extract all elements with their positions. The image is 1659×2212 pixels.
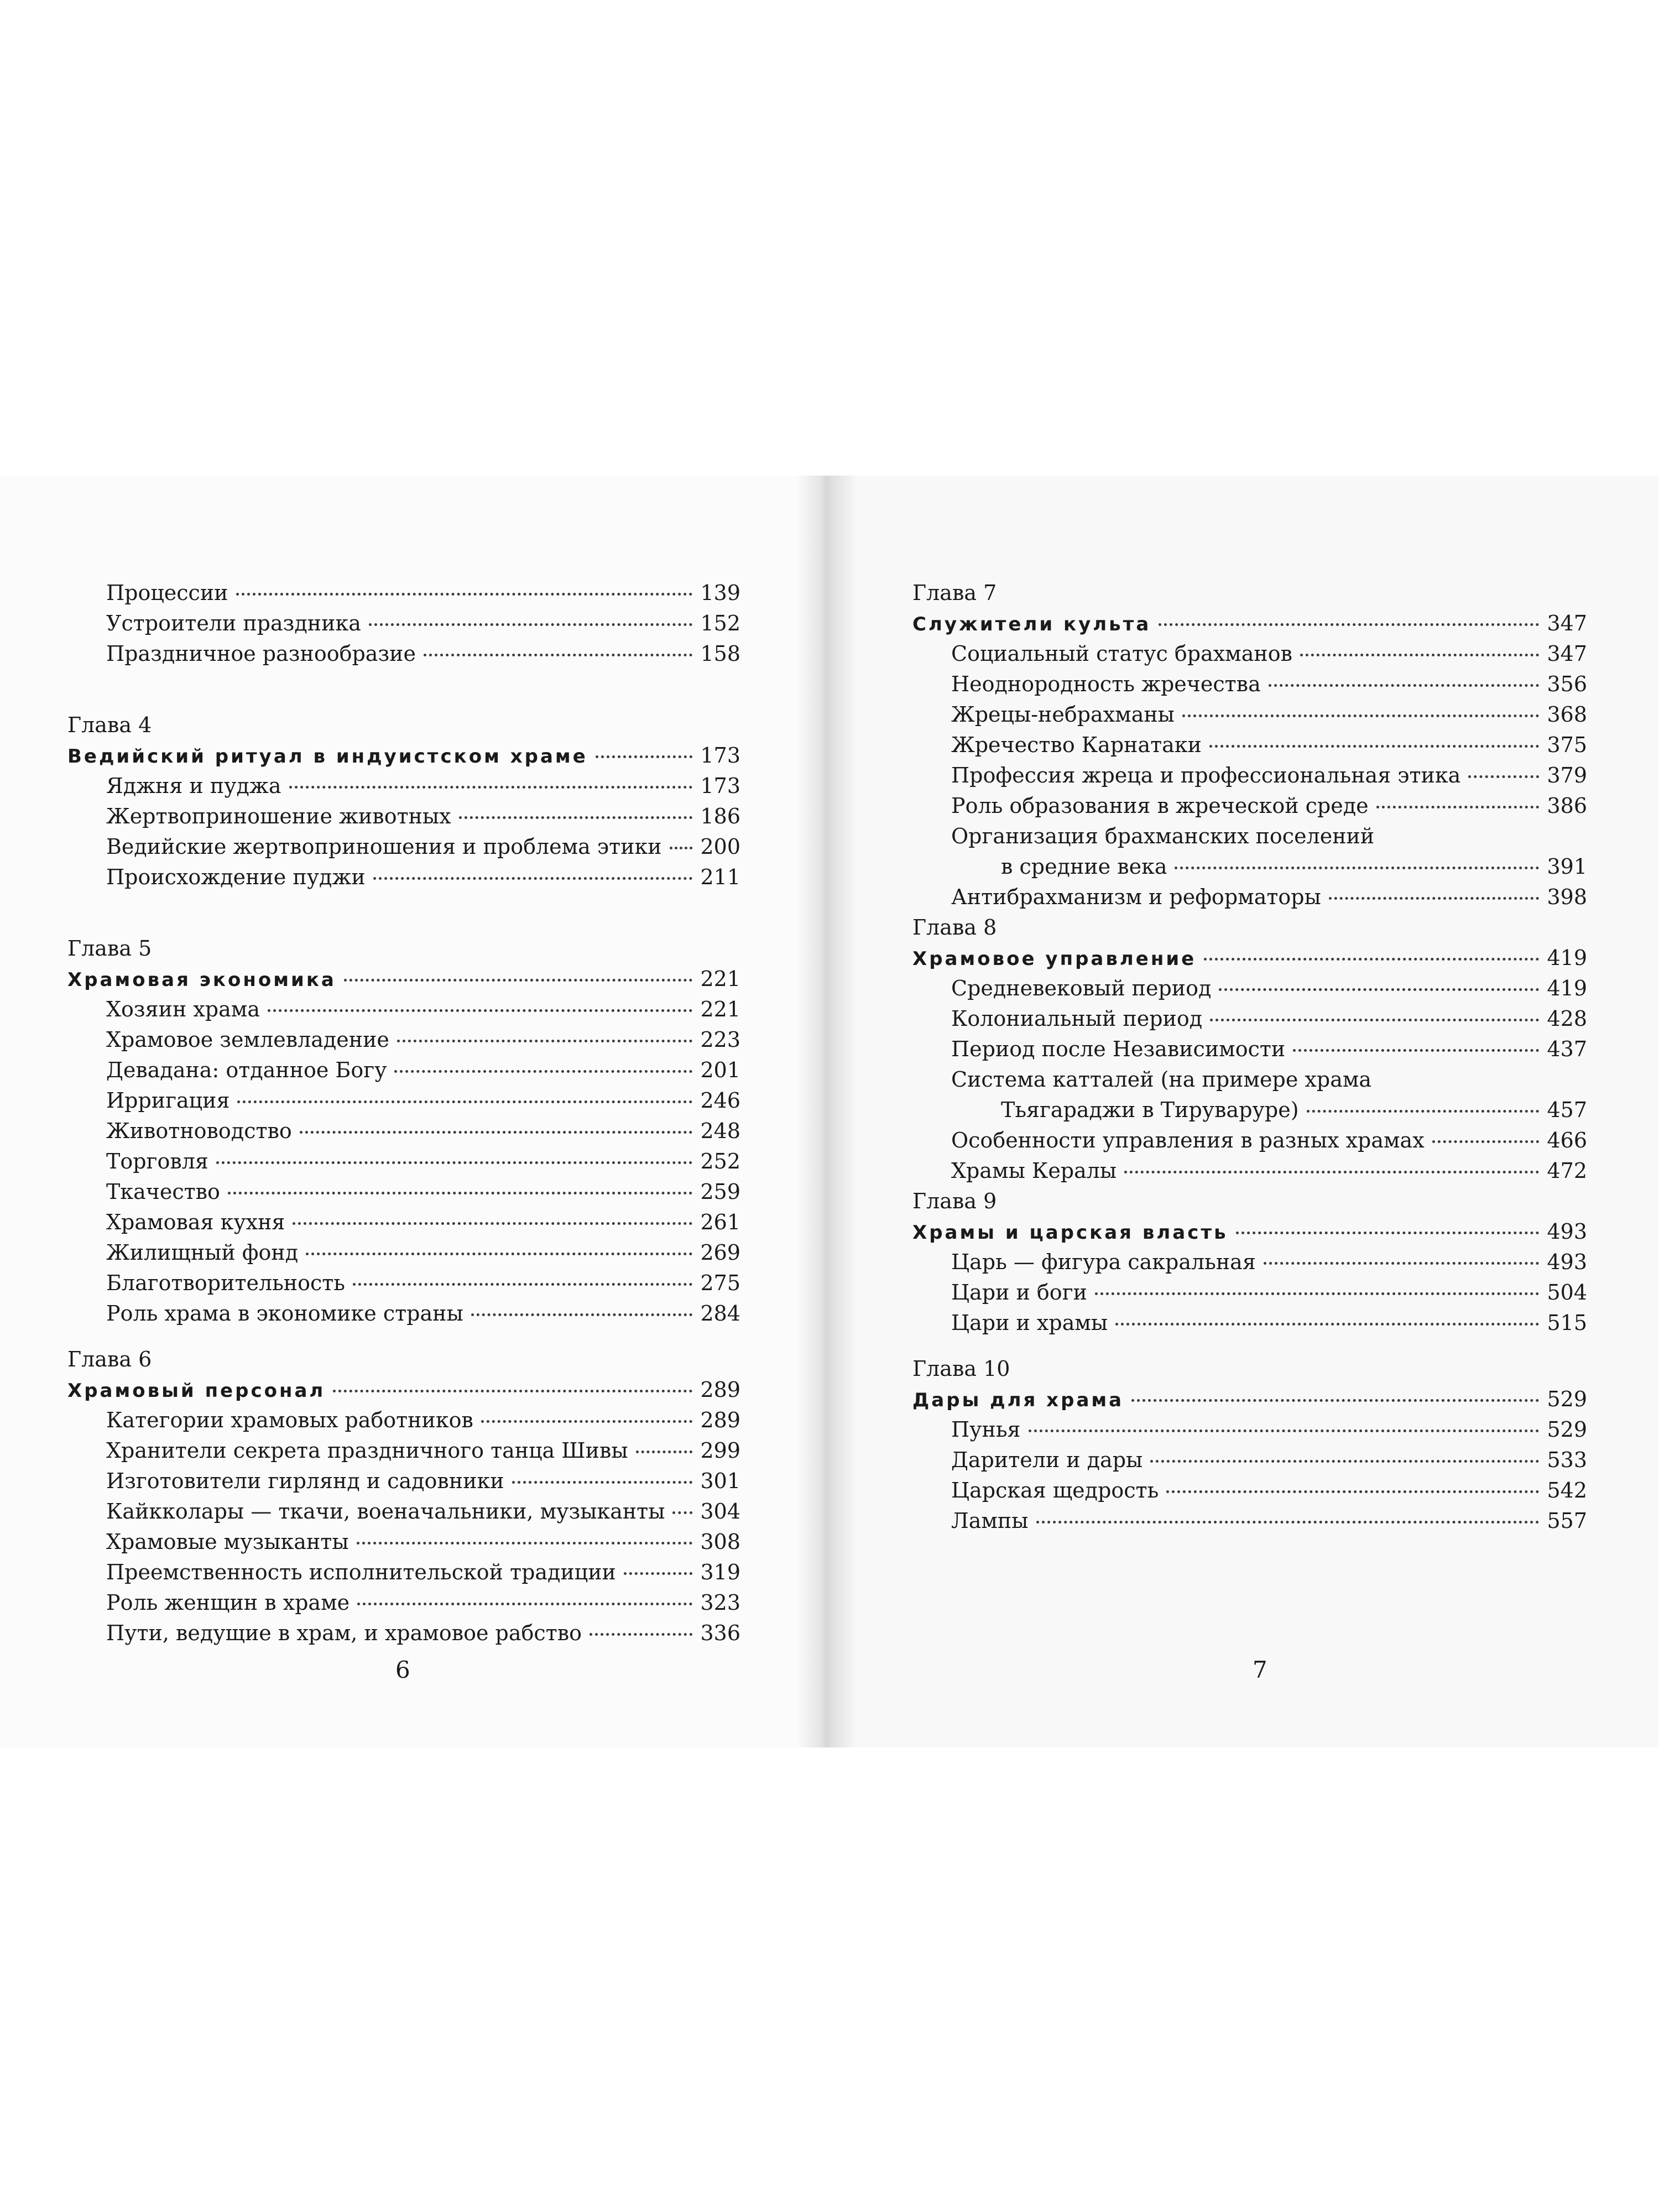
toc-entry <box>912 1475 1587 1506</box>
entry-title: Жертвоприношение животных <box>106 804 451 828</box>
entry-title: Животноводство <box>106 1119 292 1143</box>
toc-entry <box>67 1527 740 1557</box>
entry-page: 201 <box>700 1058 740 1082</box>
entry-title: Праздничное разнообразие <box>106 641 416 666</box>
toc-entry <box>67 1025 740 1055</box>
entry-title: Храмовые музыканты <box>106 1530 349 1554</box>
entry-page: 200 <box>700 834 740 859</box>
toc-entry <box>67 1146 740 1177</box>
toc-entry <box>67 1086 740 1116</box>
chapter-title-row <box>67 1375 740 1405</box>
toc-entry <box>67 1588 740 1618</box>
entry-page: 308 <box>700 1530 740 1554</box>
entry-title: Яджня и пуджа <box>106 774 281 798</box>
entry-title: Храмы Кералы <box>951 1159 1117 1183</box>
entry-page: 493 <box>1547 1219 1587 1244</box>
toc-entry-line1 <box>912 821 1587 852</box>
entry-title: Преемственность исполнительской традиции <box>106 1560 616 1584</box>
entry-title: Процессии <box>106 581 228 605</box>
entry-title: Особенности управления в разных храмах <box>951 1128 1425 1152</box>
toc-entry-line1 <box>912 1065 1587 1095</box>
chapter-title: Ведийский ритуал в индуистском храме <box>67 745 588 768</box>
entry-page: 284 <box>700 1301 740 1326</box>
entry-page: 386 <box>1547 794 1587 818</box>
entry-page: 493 <box>1547 1250 1587 1274</box>
entry-page: 379 <box>1547 763 1587 787</box>
toc-entry <box>912 1277 1587 1308</box>
toc-entry-line2 <box>912 1095 1587 1125</box>
toc-entry <box>67 1055 740 1086</box>
page-number: 6 <box>395 1656 410 1683</box>
chapter-title-row <box>912 1384 1587 1415</box>
entry-page: 289 <box>700 1378 740 1402</box>
toc-entry <box>67 1298 740 1329</box>
entry-title: Жречество Карнатаки <box>951 733 1202 757</box>
toc-entry <box>912 700 1587 730</box>
entry-page: 419 <box>1547 976 1587 1000</box>
chapter-title-row <box>67 964 740 994</box>
entry-page: 269 <box>700 1240 740 1265</box>
entry-title: Жрецы-небрахманы <box>951 702 1175 727</box>
toc-entry <box>912 1506 1587 1536</box>
entry-title: Изготовители гирлянд и садовники <box>106 1469 504 1493</box>
entry-page: 211 <box>700 865 740 889</box>
entry-title: Девадана: отданное Богу <box>106 1058 387 1082</box>
entry-title: Колониальный период <box>951 1006 1203 1031</box>
toc-entry <box>912 791 1587 821</box>
entry-page: 437 <box>1547 1037 1587 1061</box>
entry-page: 472 <box>1547 1159 1587 1183</box>
toc-entry <box>67 608 740 639</box>
entry-page: 457 <box>1547 1098 1587 1122</box>
book-gutter <box>796 476 857 1747</box>
entry-page: 542 <box>1547 1478 1587 1503</box>
chapter-title: Дары для храма <box>912 1389 1124 1411</box>
entry-page: 356 <box>1547 672 1587 696</box>
chapter-title-row <box>912 943 1587 973</box>
entry-page: 347 <box>1547 611 1587 635</box>
entry-page: 275 <box>700 1271 740 1295</box>
toc-entry <box>912 639 1587 669</box>
chapter-title: Храмовая экономика <box>67 969 336 991</box>
entry-page: 246 <box>700 1088 740 1113</box>
entry-page: 261 <box>700 1210 740 1234</box>
toc-entry <box>912 1247 1587 1277</box>
toc-entry <box>912 973 1587 1004</box>
toc-entry <box>912 669 1587 700</box>
toc-entry <box>912 1125 1587 1156</box>
entry-page: 398 <box>1547 885 1587 909</box>
entry-page: 557 <box>1547 1509 1587 1533</box>
entry-title: Ткачество <box>106 1180 220 1204</box>
entry-title: Устроители праздника <box>106 611 361 635</box>
chapter-title-row <box>912 608 1587 639</box>
entry-page: 139 <box>700 581 740 605</box>
entry-title: Ирригация <box>106 1088 230 1113</box>
entry-page: 299 <box>700 1438 740 1463</box>
entry-title: Средневековый период <box>951 976 1212 1000</box>
entry-page: 391 <box>1547 854 1587 879</box>
toc-entry <box>67 1618 740 1648</box>
entry-title: Категории храмовых работников <box>106 1408 473 1432</box>
entry-title: Профессия жреца и профессиональная этика <box>951 763 1461 787</box>
toc-entry <box>912 760 1587 791</box>
toc-entry <box>67 1177 740 1207</box>
entry-title: Социальный статус брахманов <box>951 641 1292 666</box>
toc-entry <box>67 1466 740 1496</box>
entry-title: Хозяин храма <box>106 997 260 1021</box>
entry-page: 319 <box>700 1560 740 1584</box>
entry-page: 186 <box>700 804 740 828</box>
entry-title: Система катталей (на примере храма <box>951 1067 1372 1092</box>
entry-page: 221 <box>700 997 740 1021</box>
entry-page: 347 <box>1547 641 1587 666</box>
entry-page: 336 <box>700 1621 740 1645</box>
entry-page: 515 <box>1547 1311 1587 1335</box>
entry-title: Цари и храмы <box>951 1311 1108 1335</box>
entry-title: Роль женщин в храме <box>106 1590 350 1615</box>
chapter-label: Глава 7 <box>912 581 997 605</box>
chapter-title: Служители культа <box>912 613 1151 635</box>
entry-title: Жилищный фонд <box>106 1240 299 1265</box>
toc-entry <box>912 1034 1587 1065</box>
entry-title: Кайкколары — ткачи, военачальники, музыканты <box>106 1499 665 1524</box>
entry-page: 259 <box>700 1180 740 1204</box>
entry-page: 466 <box>1547 1128 1587 1152</box>
chapter-label: Глава 8 <box>912 915 997 940</box>
chapter-title-row <box>912 1217 1587 1247</box>
entry-title: Дарители и дары <box>951 1448 1143 1472</box>
toc-entry <box>67 1557 740 1588</box>
toc-entry <box>912 1308 1587 1338</box>
chapter-label: Глава 9 <box>912 1189 997 1213</box>
entry-page: 419 <box>1547 946 1587 970</box>
entry-title: Пунья <box>951 1417 1021 1442</box>
entry-title: Ведийские жертвоприношения и проблема этики <box>106 834 662 859</box>
entry-page: 368 <box>1547 702 1587 727</box>
toc-entry <box>67 771 740 801</box>
chapter-label: Глава 6 <box>67 1347 152 1371</box>
toc-entry <box>67 801 740 832</box>
entry-title: Организация брахманских поселений <box>951 824 1375 848</box>
toc-entry <box>912 730 1587 760</box>
entry-title: Период после Независимости <box>951 1037 1286 1061</box>
entry-title: Хранители секрета праздничного танца Шивы <box>106 1438 628 1463</box>
chapter-title: Храмовое управление <box>912 948 1197 970</box>
entry-page: 223 <box>700 1027 740 1052</box>
entry-title: Царь — фигура сакральная <box>951 1250 1256 1274</box>
entry-title: Антибрахманизм и реформаторы <box>951 885 1321 909</box>
entry-title: Неоднородность жречества <box>951 672 1261 696</box>
entry-page: 533 <box>1547 1448 1587 1472</box>
entry-title: Роль образования в жреческой среде <box>951 794 1369 818</box>
entry-title: Цари и боги <box>951 1280 1087 1305</box>
entry-page: 152 <box>700 611 740 635</box>
toc-entry <box>67 1436 740 1466</box>
entry-page: 375 <box>1547 733 1587 757</box>
toc-entry <box>912 1415 1587 1445</box>
chapter-title: Храмовый персонал <box>67 1380 326 1402</box>
toc-entry <box>912 1445 1587 1475</box>
toc-entry <box>912 1004 1587 1034</box>
entry-title: Роль храма в экономике страны <box>106 1301 463 1326</box>
entry-title: Храмовая кухня <box>106 1210 285 1234</box>
entry-title: Царская щедрость <box>951 1478 1159 1503</box>
toc-entry <box>67 832 740 862</box>
entry-title: в средние века <box>1001 854 1167 879</box>
toc-entry <box>67 1496 740 1527</box>
entry-title: Торговля <box>106 1149 208 1173</box>
entry-page: 504 <box>1547 1280 1587 1305</box>
entry-page: 248 <box>700 1119 740 1143</box>
toc-entry <box>67 1268 740 1298</box>
toc-entry <box>67 639 740 669</box>
toc-entry <box>67 862 740 893</box>
toc-entry <box>67 994 740 1025</box>
toc-entry-line2 <box>912 852 1587 882</box>
toc-entry <box>67 578 740 608</box>
entry-page: 323 <box>700 1590 740 1615</box>
entry-page: 529 <box>1547 1387 1587 1411</box>
toc-left-column <box>67 578 740 1648</box>
chapter-title-row <box>67 740 740 771</box>
entry-title: Храмовое землевладение <box>106 1027 389 1052</box>
chapter-title: Храмы и царская власть <box>912 1222 1228 1244</box>
toc-entry <box>67 1238 740 1268</box>
entry-page: 304 <box>700 1499 740 1524</box>
toc-entry <box>912 882 1587 912</box>
entry-title: Лампы <box>951 1509 1029 1533</box>
chapter-label: Глава 4 <box>67 713 152 737</box>
toc-entry <box>67 1405 740 1436</box>
entry-title: Тьягараджи в Тируваруре) <box>1001 1098 1299 1122</box>
entry-title: Происхождение пуджи <box>106 865 366 889</box>
entry-title: Благотворительность <box>106 1271 345 1295</box>
chapter-label: Глава 10 <box>912 1357 1010 1381</box>
entry-page: 428 <box>1547 1006 1587 1031</box>
entry-page: 529 <box>1547 1417 1587 1442</box>
chapter-label: Глава 5 <box>67 936 152 961</box>
entry-page: 289 <box>700 1408 740 1432</box>
entry-page: 301 <box>700 1469 740 1493</box>
toc-entry <box>67 1116 740 1146</box>
entry-page: 158 <box>700 641 740 666</box>
entry-page: 173 <box>700 774 740 798</box>
toc-entry <box>67 1207 740 1238</box>
entry-title: Пути, ведущие в храм, и храмовое рабство <box>106 1621 582 1645</box>
entry-page: 173 <box>700 743 740 768</box>
toc-entry <box>912 1156 1587 1186</box>
entry-page: 252 <box>700 1149 740 1173</box>
toc-right-column <box>912 578 1587 1536</box>
entry-page: 221 <box>700 967 740 991</box>
page-number: 7 <box>1253 1656 1267 1683</box>
